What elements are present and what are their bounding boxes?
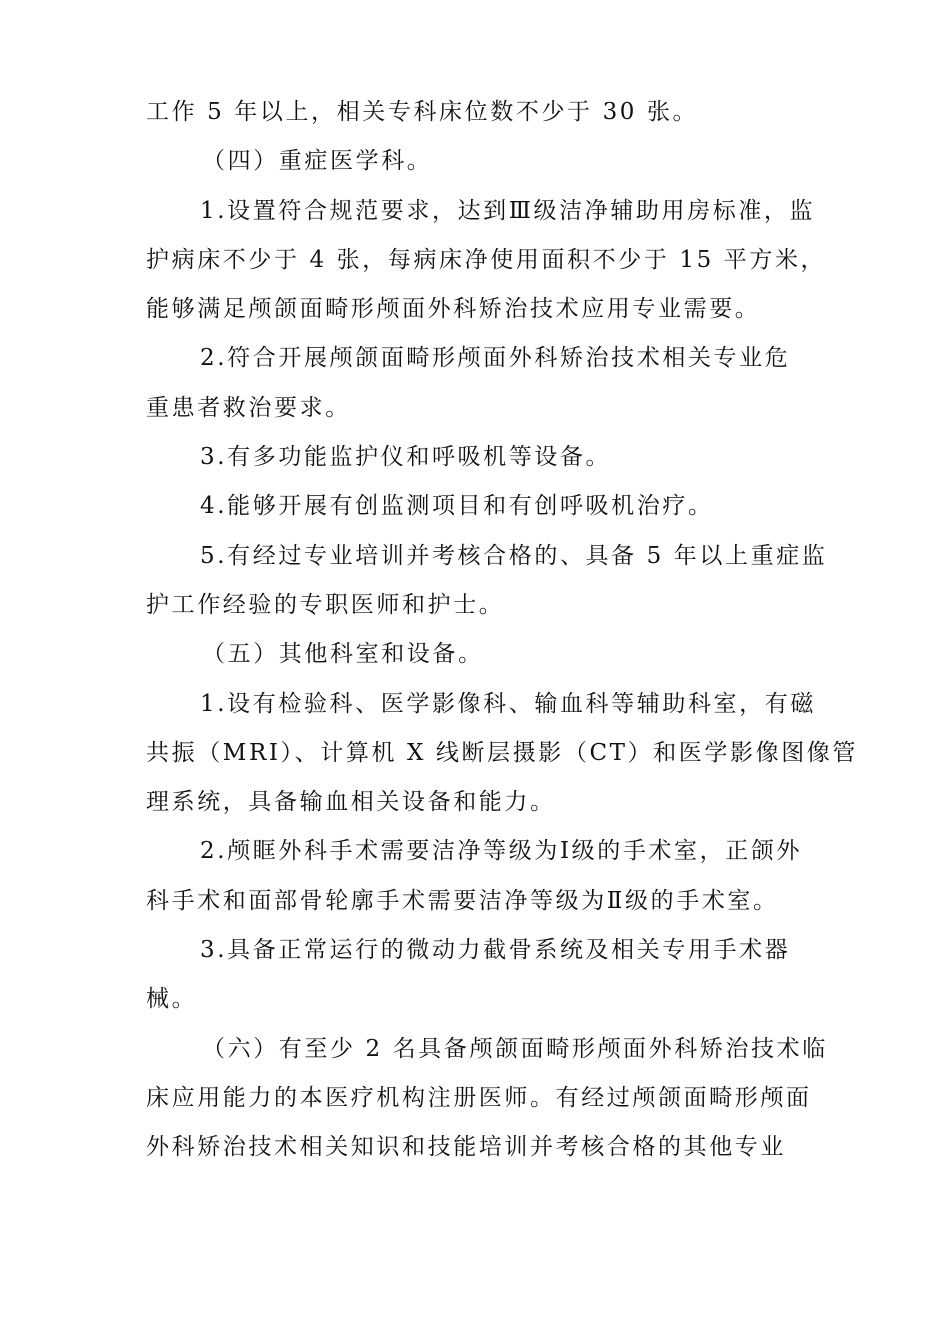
text-line: 2.符合开展颅颌面畸形颅面外科矫治技术相关专业危 [200, 345, 791, 372]
text-line: 护病床不少于 4 张，每病床净使用面积不少于 15 平方米， [146, 246, 827, 273]
text-line: 床应用能力的本医疗机构注册医师。有经过颅颌面畸形颅面 [146, 1084, 812, 1111]
text-line: 4.能够开展有创监测项目和有创呼吸机治疗。 [200, 493, 714, 520]
section-heading-6: （六）有至少 2 名具备颅颌面畸形颅面外科矫治技术临 [202, 1035, 828, 1062]
text-line: 3.有多功能监护仪和呼吸机等设备。 [200, 444, 612, 471]
text-line: 3.具备正常运行的微动力截骨系统及相关专用手术器 [200, 937, 791, 964]
text-line: 工作 5 年以上，相关专科床位数不少于 30 张。 [146, 99, 699, 125]
text-line: 械。 [146, 986, 198, 1013]
text-line: 2.颅眶外科手术需要洁净等级为Ⅰ级的手术室，正颌外 [200, 838, 803, 865]
text-line: 护工作经验的专职医师和护士。 [146, 591, 505, 618]
text-line: 1.设有检验科、医学影像科、输血科等辅助科室，有磁 [200, 690, 816, 717]
text-line: 外科矫治技术相关知识和技能培训并考核合格的其他专业 [146, 1134, 786, 1161]
document-body [146, 88, 858, 1173]
text-line: 共振（MRI）、计算机 X 线断层摄影（CT）和医学影像图像管 [146, 739, 858, 766]
section-heading-4: （四）重症医学科。 [202, 148, 433, 175]
text-line: 重患者救治要求。 [146, 394, 351, 421]
section-heading-5: （五）其他科室和设备。 [202, 641, 484, 668]
text-line: 1.设置符合规范要求，达到Ⅲ级洁净辅助用房标准，监 [200, 197, 816, 224]
text-line: 科手术和面部骨轮廓手术需要洁净等级为Ⅱ级的手术室。 [146, 887, 779, 914]
text-line: 5.有经过专业培训并考核合格的、具备 5 年以上重症监 [200, 542, 828, 569]
text-line: 理系统，具备输血相关设备和能力。 [146, 789, 556, 816]
text-line: 能够满足颅颌面畸形颅面外科矫治技术应用专业需要。 [146, 296, 761, 323]
